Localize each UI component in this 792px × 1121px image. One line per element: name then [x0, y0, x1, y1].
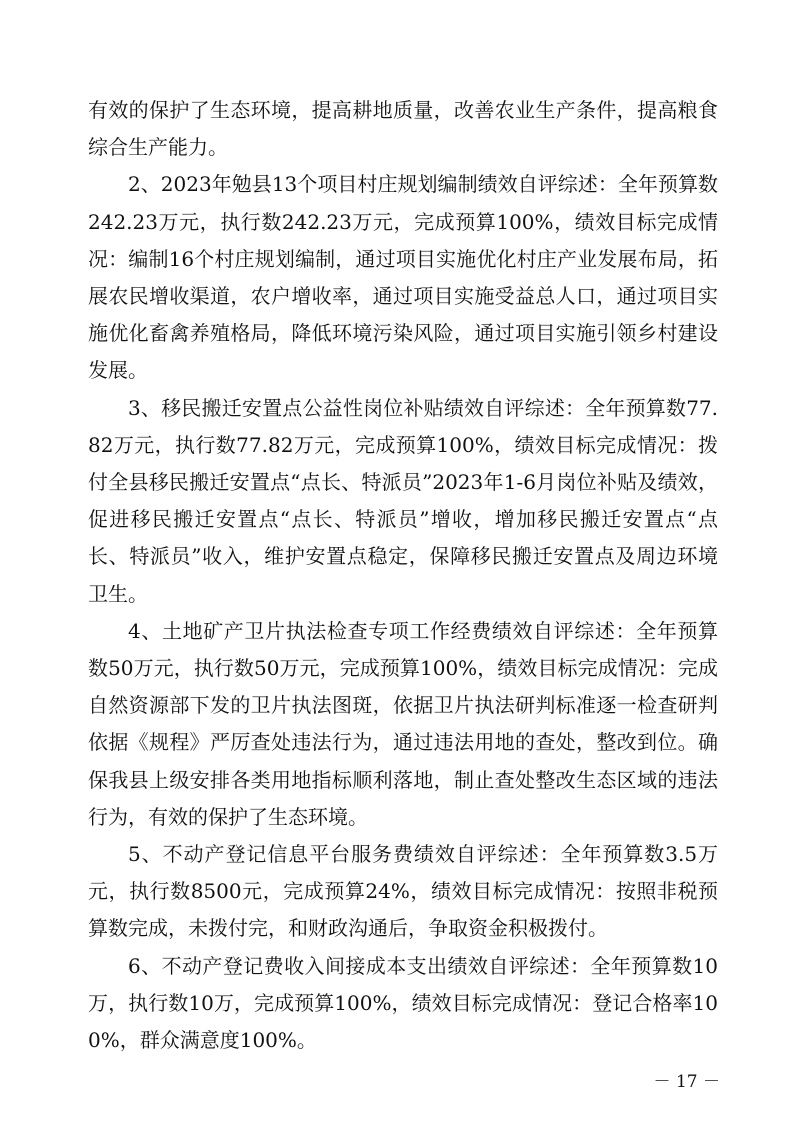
paragraph-continuation: 有效的保护了生态环境，提高耕地质量，改善农业生产条件，提高粮食综合生产能力。 [88, 98, 718, 160]
paragraph-item-4: 4、土地矿产卫片执法检查专项工作经费绩效自评综述：全年预算数50万元，执行数50万元，完成预算100%，绩效目标完成情况：完成自然资源部下发的卫片执法图斑，依据卫片执法研判标准逐一检查研判依据《规程》严厉查处违法行为，通过违法用地的查处，整改到位。确保我县上级安排各类用地指标顺利落地，制止查处整改生态区域的违法行为，有效的保护了生态环境。 [88, 618, 718, 829]
paragraph-item-6: 6、不动产登记费收入间接成本支出绩效自评综述：全年预算数10万，执行数10万，完成预算100%，绩效目标完成情况：登记合格率100%，群众满意度100%。 [88, 953, 718, 1053]
page-number: － 17 － [653, 1072, 720, 1092]
paragraph-item-3: 3、移民搬迁安置点公益性岗位补贴绩效自评综述：全年预算数77.82万元，执行数77.82万元，完成预算100%，绩效目标完成情况：拨付全县移民搬迁安置点“点长、特派员”2023年1-6月岗位补贴及绩效，促进移民搬迁安置点“点长、特派员”增收，增加移民搬迁安置点“点长、特派员”收入，维护安置点稳定，保障移民搬迁安置点及周边环境卫生。 [88, 395, 718, 606]
paragraph-item-2: 2、2023年勉县13个项目村庄规划编制绩效自评综述：全年预算数242.23万元，执行数242.23万元，完成预算100%，绩效目标完成情况：编制16个村庄规划编制，通过项目实施优化村庄产业发展布局，拓展农民增收渠道，农户增收率，通过项目实施受益总人口，通过项目实施优化畜禽养殖格局，降低环境污染风险，通过项目实施引领乡村建设发展。 [88, 172, 718, 383]
paragraph-item-5: 5、不动产登记信息平台服务费绩效自评综述：全年预算数3.5万元，执行数8500元，完成预算24%，绩效目标完成情况：按照非税预算数完成，未拨付完，和财政沟通后，争取资金积极拨付。 [88, 842, 718, 941]
body-text [88, 92, 718, 1059]
